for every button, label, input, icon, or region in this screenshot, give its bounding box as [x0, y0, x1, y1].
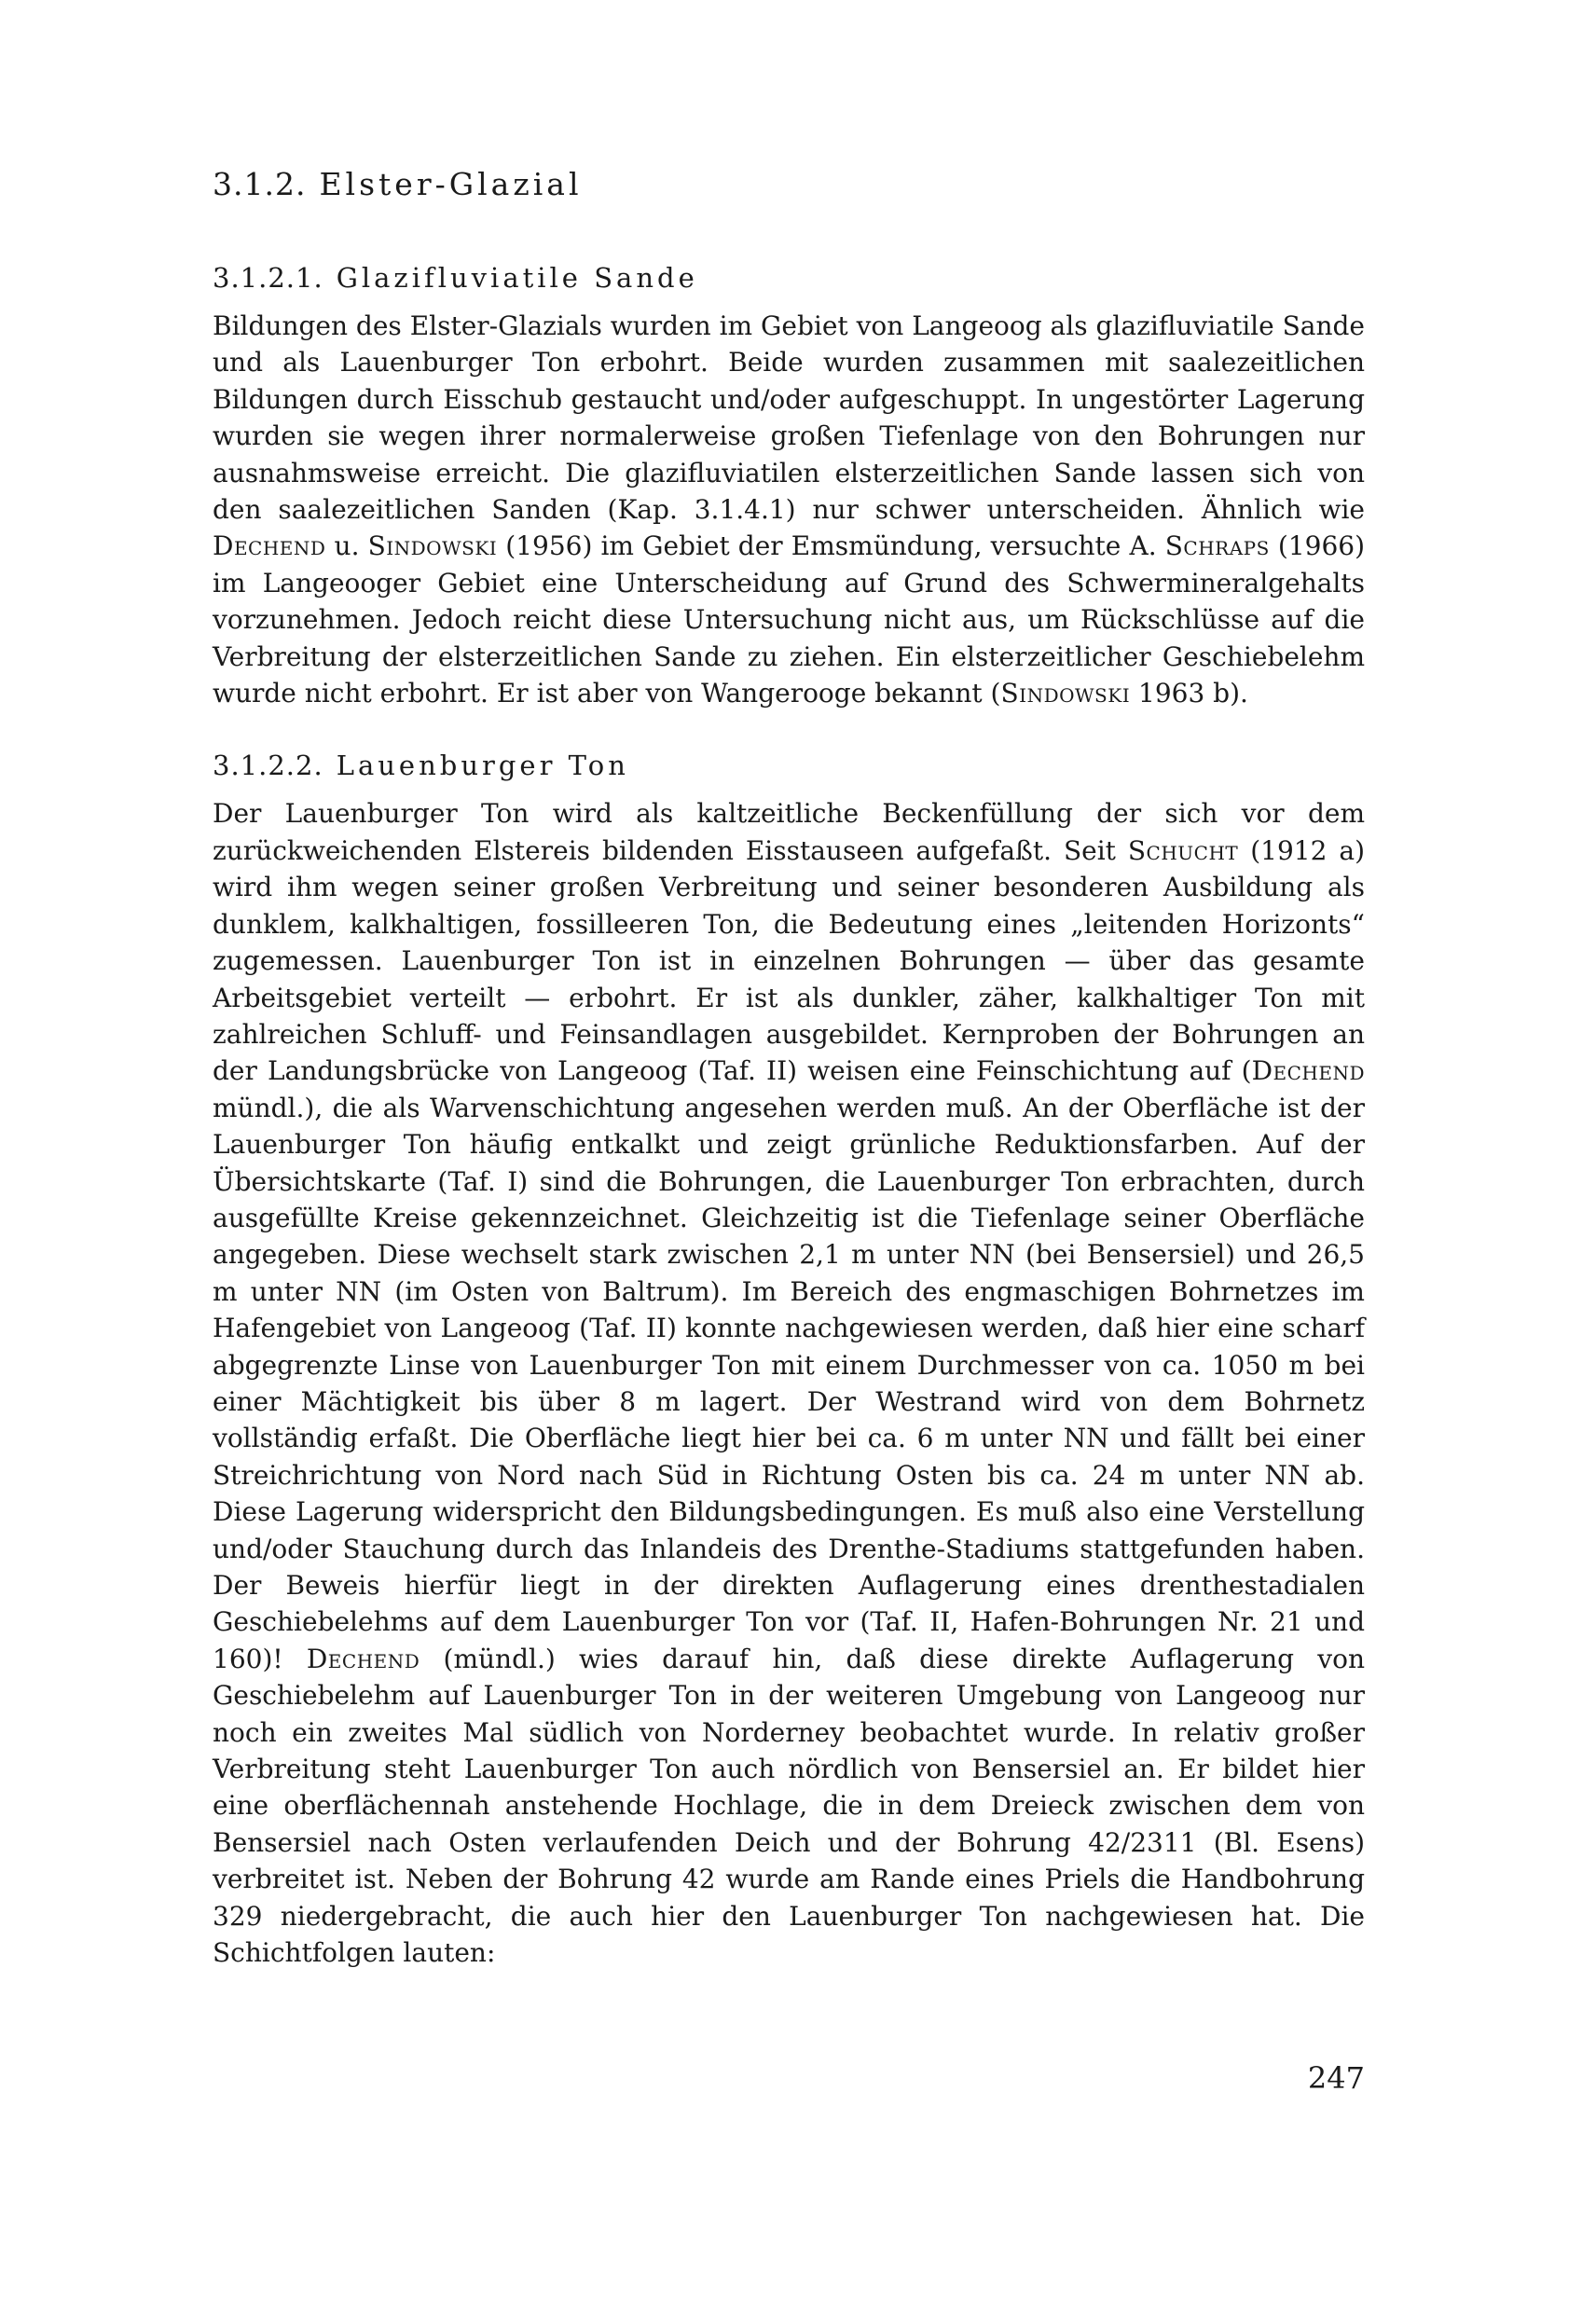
section-heading [213, 158, 1365, 211]
paragraph-lauenburger-ton [213, 795, 1365, 1971]
subsection-title: Lauenburger Ton [336, 750, 629, 782]
text-segment: u. [325, 530, 368, 562]
author-name: Dechend [306, 1643, 420, 1674]
page-content [213, 158, 1365, 2002]
section-number: 3.1.2. [213, 166, 307, 202]
text-segment: Der Lauenburger Ton wird als kaltzeitliche Beckenfüllung der sich vor dem zurückweichenden Elstereis bildenden Eisstauseen aufgefaßt. Seit [213, 798, 1365, 866]
subsection-title: Glazifluviatile Sande [336, 262, 698, 294]
text-segment: Bildungen des Elster-Glazials wurden im Gebiet von Langeoog als glazifluviatile Sande und als Lauenburger Ton erbohrt. Beide wurden zusammen mit saalezeitlichen Bildungen durch Eisschub gestaucht und/oder aufgeschuppt. In ungestörter Lagerung wurden sie wegen ihrer normalerweise großen Tiefenlage von den Bohrungen nur ausnahmsweise erreicht. Die glazifluviatilen elsterzeitlichen Sande lassen sich von den saalezeitlichen Sanden (Kap. 3.1.4.1) nur schwer unterscheiden. Ähnlich wie [213, 310, 1365, 526]
author-name: Dechend [1251, 1055, 1365, 1087]
text-segment: (1912 a) wird ihm wegen seiner großen Verbreitung und seiner besonderen Ausbildung als dunklem, kalkhaltigen, fossilleeren Ton, die Bedeutung eines „leitenden Horizonts“ zugemessen. Lauenburger Ton ist in einzelnen Bohrungen — über das gesamte Arbeitsgebiet verteilt — erbohrt. Er ist als dunkler, zäher, kalkhaltiger Ton mit zahlreichen Schluff- und Feinsandlagen ausgebildet. Kernproben der Bohrungen an der Landungsbrücke von Langeoog (Taf. II) weisen eine Feinschichtung auf ( [213, 834, 1365, 1087]
subsection-number: 3.1.2.2. [213, 750, 323, 782]
author-name: Sindowski [367, 530, 498, 562]
page-number: 247 [1307, 2060, 1365, 2096]
section-title: Elster-Glazial [319, 166, 583, 202]
text-segment: (mündl.) wies darauf hin, daß diese direkte Auflagerung von Geschiebelehm auf Lauenburger Ton in der weiteren Umgebung von Langeoog nur noch ein zweites Mal südlich von Norderney beobachtet wurde. In relativ großer Verbreitung steht Lauenburger Ton auch nördlich von Bensersiel an. Er bildet hier eine oberflächennah anstehende Hochlage, die in dem Dreieck zwischen dem von Bensersiel nach Osten verlaufenden Deich und der Bohrung 42/2311 (Bl. Esens) verbreitet ist. Neben der Bohrung 42 wurde am Rande eines Priels die Handbohrung 329 niedergebracht, die auch hier den Lauenburger Ton nachgewiesen hat. Die Schichtfolgen lauten: [213, 1643, 1365, 1969]
author-name: Schucht [1127, 834, 1239, 866]
author-name: Schraps [1164, 530, 1270, 562]
subsection-heading-glazifluviatile [213, 255, 1365, 300]
paragraph-glazifluviatile-sande [213, 308, 1365, 711]
subsection-number: 3.1.2.1. [213, 262, 323, 294]
text-segment: mündl.), die als Warvenschichtung angesehen werden muß. An der Oberfläche ist der Lauenburger Ton häufig entkalkt und zeigt grünliche Reduktionsfarben. Auf der Übersichtskarte (Taf. I) sind die Bohrungen, die Lauenburger Ton erbrachten, durch ausgefüllte Kreise gekennzeichnet. Gleichzeitig ist die Tiefenlage seiner Oberfläche angegeben. Diese wechselt stark zwischen 2,1 m unter NN (bei Bensersiel) und 26,5 m unter NN (im Osten von Baltrum). Im Bereich des engmaschigen Bohrnetzes im Hafengebiet von Langeoog (Taf. II) konnte nachgewiesen werden, daß hier eine scharf abgegrenzte Linse von Lauenburger Ton mit einem Durchmesser von ca. 1050 m bei einer Mächtigkeit bis über 8 m lagert. Der Westrand wird von dem Bohrnetz vollständig erfaßt. Die Oberfläche liegt hier bei ca. 6 m unter NN und fällt bei einer Streichrichtung von Nord nach Süd in Richtung Osten bis ca. 24 m unter NN ab. Diese Lagerung widerspricht den Bildungsbedingungen. Es muß also eine Verstellung und/oder Stauchung durch das Inlandeis des Drenthe-Stadiums stattgefunden haben. Der Beweis hierfür liegt in der direkten Auflagerung eines drenthestadialen Geschiebelehms auf dem Lauenburger Ton vor (Taf. II, Hafen-Bohrungen Nr. 21 und 160)! [213, 1092, 1365, 1674]
text-segment: 1963 b). [1130, 678, 1248, 709]
author-name: Sindowski [1000, 678, 1131, 709]
text-segment: (1966) im Langeooger Gebiet eine Unterscheidung auf Grund des Schwermineralgehalts vorzunehmen. Jedoch reicht diese Untersuchung nicht aus, um Rückschlüsse auf die Verbreitung der elsterzeitlichen Sande zu ziehen. Ein elsterzeitlicher Geschiebelehm wurde nicht erbohrt. Er ist aber von Wangerooge bekannt ( [213, 530, 1365, 709]
text-segment: (1956) im Gebiet der Emsmündung, versuchte A. [497, 530, 1165, 562]
author-name: Dechend [213, 530, 326, 562]
subsection-heading-lauenburger-ton [213, 743, 1365, 788]
